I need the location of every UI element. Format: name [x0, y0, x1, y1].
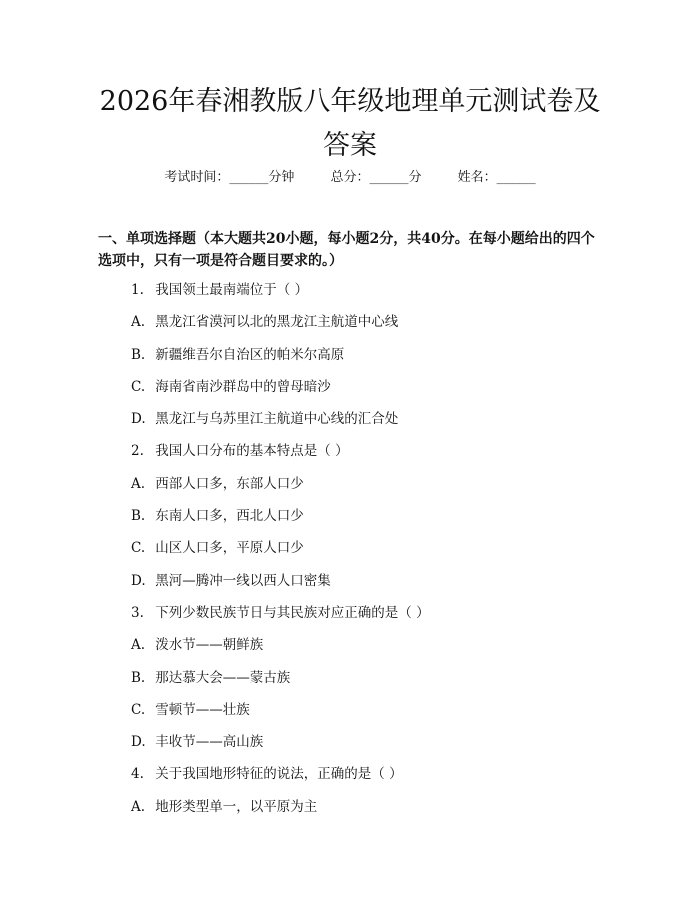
item-label: B. — [131, 669, 146, 686]
answer-option — [131, 344, 430, 376]
answer-option — [131, 796, 430, 828]
item-label: 1. — [131, 282, 144, 298]
item-text: 西部人口多，东部人口少 — [155, 475, 304, 492]
item-text: 黑龙江与乌苏里江主航道中心线的汇合处 — [155, 411, 399, 428]
question-stem — [131, 440, 430, 472]
item-label: 2. — [131, 443, 144, 460]
answer-option — [131, 537, 430, 569]
item-text: 东南人口多，西北人口少 — [155, 508, 304, 525]
answer-option — [131, 311, 430, 343]
item-text: 新疆维吾尔自治区的帕米尔高原 — [155, 346, 345, 363]
total-score: 总分：______分 — [330, 170, 422, 185]
item-label: B. — [131, 346, 146, 363]
item-text: 下列少数民族节日与其民族对应正确的是（ ） — [155, 604, 430, 621]
section-heading: 一、单项选择题（本大题共20小题，每小题2分，共40分。在每小题给出的四个选项中，只有一项是符合题目要求的。） — [98, 231, 595, 269]
answer-option — [131, 408, 430, 440]
item-label: A. — [131, 475, 146, 492]
question-list — [131, 279, 430, 828]
item-label: A. — [131, 798, 146, 815]
item-text: 地形类型单一，以平原为主 — [155, 798, 318, 815]
item-label: A. — [131, 314, 146, 331]
question-stem — [131, 279, 430, 311]
item-text: 黑龙江省漠河以北的黑龙江主航道中心线 — [155, 314, 399, 331]
exam-time: 考试时间：______分钟 — [164, 170, 295, 185]
item-label: 3. — [131, 604, 144, 621]
item-label: C. — [131, 540, 146, 557]
item-label: C. — [131, 701, 146, 718]
question-stem — [131, 763, 430, 795]
student-name: 姓名：______ — [457, 170, 536, 185]
item-label: B. — [131, 508, 146, 525]
item-text: 海南省南沙群岛中的曾母暗沙 — [155, 378, 331, 395]
answer-option — [131, 505, 430, 537]
exam-info — [0, 168, 700, 188]
item-label: A. — [131, 637, 146, 654]
answer-option — [131, 699, 430, 731]
answer-option — [131, 731, 430, 763]
item-text: 山区人口多，平原人口少 — [155, 540, 304, 557]
item-label: 4. — [131, 766, 144, 783]
item-text: 我国领土最南端位于（ ） — [155, 282, 309, 298]
item-text: 我国人口分布的基本特点是（ ） — [155, 443, 349, 460]
item-label: D. — [131, 411, 146, 428]
item-text: 黑河—腾冲一线以西人口密集 — [155, 572, 331, 589]
question-stem — [131, 602, 430, 634]
answer-option — [131, 473, 430, 505]
answer-option — [131, 667, 430, 699]
page-title: 2026年春湘教版八年级地理单元测试卷及答案 — [99, 86, 601, 161]
answer-option — [131, 376, 430, 408]
answer-option — [131, 570, 430, 602]
item-text: 雪顿节——壮族 — [155, 701, 250, 718]
answer-option — [131, 634, 430, 666]
item-label: D. — [131, 572, 146, 589]
item-label: C. — [131, 378, 146, 395]
item-text: 丰收节——高山族 — [155, 734, 264, 751]
item-text: 那达慕大会——蒙古族 — [155, 669, 291, 686]
item-text: 关于我国地形特征的说法，正确的是（ ） — [155, 766, 403, 783]
item-text: 泼水节——朝鲜族 — [155, 637, 264, 654]
item-label: D. — [131, 734, 146, 751]
